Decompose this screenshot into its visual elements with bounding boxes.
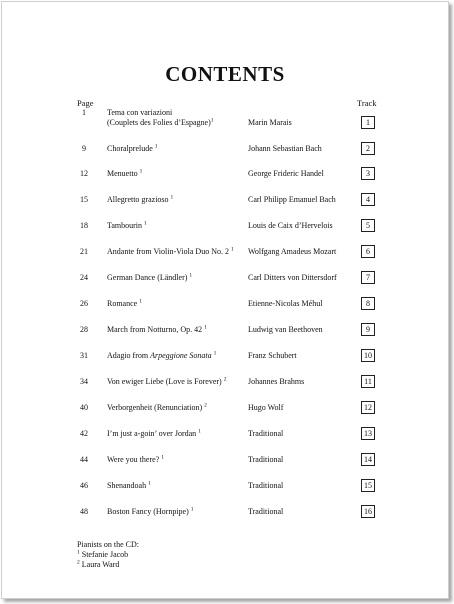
entry-track-box: 2: [361, 142, 375, 155]
entry-page-number: 48: [80, 507, 88, 516]
pianist-footnote-marker: 1: [230, 246, 234, 253]
contents-entry: [2, 481, 448, 495]
entry-track-box: 8: [361, 297, 375, 310]
pianist-footnote-marker: 1: [161, 454, 164, 461]
entry-composer: Franz Schubert: [248, 351, 297, 360]
entry-title: [107, 108, 267, 128]
contents-page: [1, 1, 449, 599]
entry-page-number: 40: [80, 403, 88, 412]
page-column-header: Page: [77, 98, 94, 108]
entry-composer: Louis de Caix d’Hervelois: [248, 221, 333, 230]
contents-entry: [2, 325, 448, 339]
entry-page-number: 15: [80, 195, 88, 204]
pianist-footnote-marker: 1: [154, 143, 158, 150]
contents-entry: [2, 455, 448, 469]
entry-composer: Etienne-Nicolas Méhul: [248, 299, 323, 308]
entry-page-number: 26: [80, 299, 88, 308]
entry-title-text: Romance: [107, 299, 138, 308]
entry-title: [107, 247, 247, 257]
entry-title-text: Shenandoah: [107, 481, 147, 490]
entry-composer: Traditional: [248, 455, 284, 464]
footnote-item: [77, 550, 139, 560]
footnotes-heading: Pianists on the CD:: [77, 540, 140, 549]
entry-title-text: Boston Fancy (Hornpipe): [107, 507, 189, 516]
entry-title: [107, 507, 257, 517]
entry-track-box: 15: [361, 479, 375, 492]
entry-title: [107, 481, 257, 491]
entry-track-box: 7: [361, 271, 375, 284]
entry-composer: Traditional: [248, 507, 284, 516]
contents-entry: [2, 247, 448, 261]
entry-title: [107, 273, 257, 283]
pianist-name: Laura Ward: [81, 560, 120, 569]
pianist-footnote-marker: 2: [223, 376, 227, 383]
entry-title-text: Tambourin: [107, 221, 142, 230]
pianist-footnote-marker: 1: [148, 480, 151, 487]
entry-track-box: 4: [361, 193, 375, 206]
contents-entry: [2, 507, 448, 521]
footnote-marker: 2: [77, 559, 80, 566]
entry-track-box: 12: [361, 401, 375, 414]
entry-composer: Wolfgang Amadeus Mozart: [248, 247, 337, 256]
entry-title: [107, 377, 247, 387]
entry-page-number: 12: [80, 169, 88, 178]
entry-composer: Carl Philipp Emanuel Bach: [248, 195, 336, 204]
entry-composer: Hugo Wolf: [248, 403, 284, 412]
footnote-item: [77, 560, 139, 570]
entry-page-number: 44: [80, 455, 88, 464]
contents-entry: [2, 299, 448, 313]
entry-track-box: 5: [361, 219, 375, 232]
footnote-marker: 1: [77, 549, 80, 556]
entry-page-number: 24: [80, 273, 88, 282]
pianist-footnote-marker: 1: [139, 168, 143, 175]
contents-entry: [2, 195, 448, 209]
entry-track-box: 3: [361, 167, 375, 180]
pianist-footnote-marker: 1: [190, 506, 194, 513]
entry-composer: Johann Sebastian Bach: [248, 144, 322, 153]
entry-title: [107, 169, 257, 179]
entry-page-number: 1: [82, 108, 86, 117]
pianist-footnote-marker: 1: [210, 117, 214, 124]
entry-title-italic: Arpeggione Sonata: [150, 351, 212, 360]
entry-title-text: German Dance (Ländler): [107, 273, 188, 282]
entry-title-line1: Tema con variazioni: [107, 108, 173, 117]
contents-entry: [2, 377, 448, 391]
entry-composer: Ludwig van Beethoven: [248, 325, 323, 334]
entry-track-box: 11: [361, 375, 375, 388]
pianist-footnote-marker: 1: [204, 324, 207, 331]
entry-title: [107, 429, 257, 439]
track-column-header: Track: [357, 98, 377, 108]
entry-composer: Johannes Brahms: [248, 377, 305, 386]
entry-title-text: Allegretto grazioso: [107, 195, 169, 204]
contents-entry: [2, 169, 448, 183]
entry-composer: Carl Ditters von Dittersdorf: [248, 273, 337, 282]
entry-title: [107, 351, 257, 361]
pianist-footnote-marker: 1: [189, 272, 193, 279]
entry-page-number: 18: [80, 221, 88, 230]
pianist-footnote-marker: 1: [213, 350, 217, 357]
contents-entry: [2, 429, 448, 443]
pianist-footnote-marker: 1: [144, 220, 147, 227]
entry-composer: Traditional: [248, 429, 284, 438]
pianist-footnote-marker: 1: [139, 298, 142, 305]
entry-title-text: Andante from Violin-Viola Duo No. 2: [107, 247, 229, 256]
entry-composer: George Frideric Handel: [248, 169, 324, 178]
entry-title: [107, 403, 257, 413]
entry-composer: Marin Marais: [248, 118, 292, 127]
contents-entry: [2, 403, 448, 417]
pianist-name: Stefanie Jacob: [81, 550, 129, 559]
pianist-footnote-marker: 2: [204, 402, 207, 409]
entry-title: [107, 299, 257, 309]
entry-title: [107, 325, 257, 335]
entry-title: [107, 221, 257, 231]
entry-track-box: 16: [361, 505, 375, 518]
entry-title-text: Menuetto: [107, 169, 138, 178]
entry-track-box: 13: [361, 427, 375, 440]
entry-page-number: 42: [80, 429, 88, 438]
entry-page-number: 46: [80, 481, 88, 490]
contents-entry: [2, 273, 448, 287]
entry-track-box: 9: [361, 323, 375, 336]
pianist-footnotes: [77, 540, 139, 570]
page-title: CONTENTS: [165, 62, 285, 86]
entry-title-line2: (Couplets des Folies d’Espagne): [107, 118, 211, 127]
entry-page-number: 31: [80, 351, 88, 360]
entry-track-box: 10: [361, 349, 375, 362]
contents-entry: [2, 144, 448, 158]
entry-title-plain: Adagio from: [107, 351, 151, 360]
entry-title-text: Von ewiger Liebe (Love is Forever): [107, 377, 222, 386]
entry-page-number: 21: [80, 247, 88, 256]
entry-title-text: Choralprelude: [107, 144, 153, 153]
contents-entry: [2, 351, 448, 365]
entry-title: [107, 455, 257, 465]
entry-track-box: 1: [361, 116, 375, 129]
contents-entry: [2, 221, 448, 235]
contents-entry: [2, 108, 448, 127]
entry-title-text: I’m just a-goin’ over Jordan: [107, 429, 197, 438]
entry-title-text: Verborgenheit (Renunciation): [107, 403, 203, 412]
entry-title: [107, 195, 257, 205]
pianist-footnote-marker: 1: [170, 194, 174, 201]
entry-title-text: Were you there?: [107, 455, 160, 464]
pianist-footnote-marker: 1: [198, 428, 201, 435]
entry-page-number: 9: [82, 144, 86, 153]
entry-title-text: March from Notturno, Op. 42: [107, 325, 203, 334]
entry-title: [107, 144, 257, 154]
entry-composer: Traditional: [248, 481, 284, 490]
entry-page-number: 28: [80, 325, 88, 334]
entry-track-box: 14: [361, 453, 375, 466]
entry-track-box: 6: [361, 245, 375, 258]
entry-page-number: 34: [80, 377, 88, 386]
